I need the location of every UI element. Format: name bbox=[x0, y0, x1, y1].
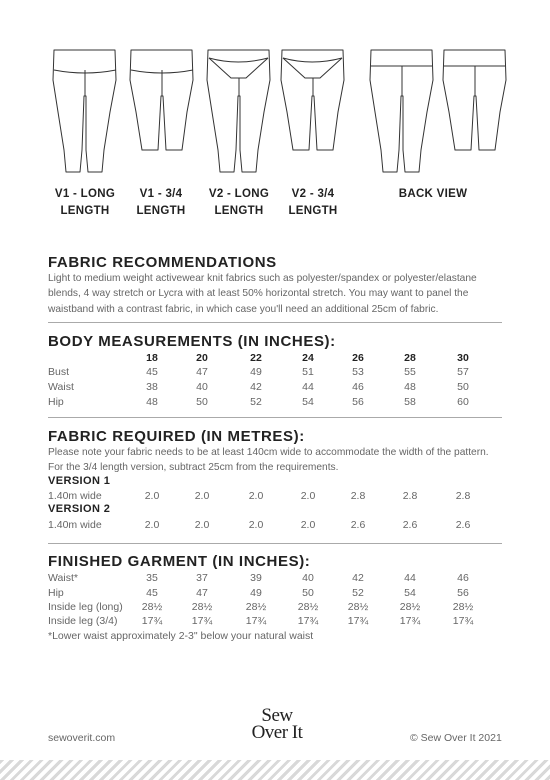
garment-cell: 54 bbox=[404, 587, 416, 599]
label-line: LENGTH bbox=[60, 205, 110, 217]
size-22-header: 22 bbox=[250, 352, 262, 364]
row-label: Bust bbox=[48, 366, 70, 378]
website-link[interactable]: sewoverit.com bbox=[48, 732, 116, 744]
label-line: V1 - 3/4 bbox=[139, 188, 183, 200]
finished-garment-title: FINISHED GARMENT (IN INCHES): bbox=[48, 553, 311, 570]
divider bbox=[48, 322, 502, 323]
version-1-title: VERSION 1 bbox=[48, 475, 111, 487]
row-label: Waist* bbox=[48, 572, 78, 584]
body-measurements-title: BODY MEASUREMENTS (IN INCHES): bbox=[48, 333, 336, 350]
fabric-amount-cell: 2.6 bbox=[402, 519, 418, 531]
waist-footnote: *Lower waist approximately 2-3" below your natural waist bbox=[48, 630, 314, 642]
v1-three-quarter-legging-drawing bbox=[130, 50, 193, 150]
fabric-recommendations-title: FABRIC RECOMMENDATIONS bbox=[48, 254, 277, 271]
version-2-title: VERSION 2 bbox=[48, 503, 111, 515]
garment-cell: 28½ bbox=[297, 601, 319, 613]
measurement-cell: 56 bbox=[352, 396, 364, 408]
v2-long-label bbox=[203, 186, 275, 220]
garment-cell: 46 bbox=[457, 572, 469, 584]
measurement-cell: 51 bbox=[302, 366, 314, 378]
fabric-amount-cell: 2.0 bbox=[300, 490, 316, 502]
fabric-required-text: Please note your fabric needs to be at least 140cm wide to accommodate the width of the pattern. For the 3/4 length version, subtract 25cm from the requirements. bbox=[48, 447, 489, 474]
measurement-cell: 50 bbox=[196, 396, 208, 408]
fabric-amount-cell: 2.8 bbox=[455, 490, 471, 502]
decorative-stripe-band bbox=[0, 760, 550, 780]
fabric-amount-cell: 2.0 bbox=[144, 519, 160, 531]
fabric-amount-cell: 2.0 bbox=[194, 490, 210, 502]
fabric-amount-cell: 2.0 bbox=[248, 519, 264, 531]
garment-cell: 39 bbox=[250, 572, 262, 584]
measurement-cell: 54 bbox=[302, 396, 314, 408]
divider bbox=[48, 543, 502, 544]
measurement-cell: 52 bbox=[250, 396, 262, 408]
size-26-header: 26 bbox=[352, 352, 364, 364]
size-28-header: 28 bbox=[404, 352, 416, 364]
measurement-cell: 45 bbox=[146, 366, 158, 378]
label-line: V2 - 3/4 bbox=[291, 188, 335, 200]
fabric-amount-cell: 2.8 bbox=[350, 490, 366, 502]
measurement-cell: 50 bbox=[457, 381, 469, 393]
row-label: Inside leg (long) bbox=[48, 601, 123, 613]
measurement-cell: 58 bbox=[404, 396, 416, 408]
row-label: Inside leg (3/4) bbox=[48, 615, 118, 627]
garment-cell: 17¾ bbox=[141, 615, 163, 627]
garment-cell: 49 bbox=[250, 587, 262, 599]
back-view-three-quarter-drawing bbox=[443, 50, 506, 150]
garment-cell: 17¾ bbox=[245, 615, 267, 627]
measurement-cell: 42 bbox=[250, 381, 262, 393]
width-label: 1.40m wide bbox=[48, 519, 102, 531]
row-label: Waist bbox=[48, 381, 74, 393]
measurement-cell: 46 bbox=[352, 381, 364, 393]
garment-cell: 28½ bbox=[399, 601, 421, 613]
row-label: Hip bbox=[48, 396, 64, 408]
garment-cell: 47 bbox=[196, 587, 208, 599]
garment-cell: 42 bbox=[352, 572, 364, 584]
garment-cell: 56 bbox=[457, 587, 469, 599]
garment-cell: 28½ bbox=[245, 601, 267, 613]
label-line: V2 - LONG bbox=[208, 188, 270, 200]
garment-cell: 17¾ bbox=[191, 615, 213, 627]
fabric-amount-cell: 2.6 bbox=[455, 519, 471, 531]
garment-cell: 37 bbox=[196, 572, 208, 584]
garment-cell: 17¾ bbox=[297, 615, 319, 627]
fabric-amount-cell: 2.8 bbox=[402, 490, 418, 502]
fabric-required-title: FABRIC REQUIRED (IN METRES): bbox=[48, 428, 305, 445]
logo-line: Sew bbox=[261, 705, 293, 726]
garment-cell: 17¾ bbox=[399, 615, 421, 627]
label-line: LENGTH bbox=[288, 205, 338, 217]
size-18-header: 18 bbox=[146, 352, 158, 364]
measurement-cell: 48 bbox=[404, 381, 416, 393]
measurement-cell: 53 bbox=[352, 366, 364, 378]
measurement-cell: 40 bbox=[196, 381, 208, 393]
fabric-amount-cell: 2.0 bbox=[144, 490, 160, 502]
v1-long-legging-drawing bbox=[53, 50, 116, 172]
fabric-amount-cell: 2.0 bbox=[194, 519, 210, 531]
v2-three-quarter-label bbox=[277, 186, 349, 220]
garment-cell: 28½ bbox=[191, 601, 213, 613]
v1-long-label bbox=[50, 186, 120, 220]
garment-illustrations bbox=[0, 0, 550, 180]
measurement-cell: 49 bbox=[250, 366, 262, 378]
v2-three-quarter-legging-drawing bbox=[281, 50, 344, 150]
back-view-long-drawing bbox=[370, 50, 433, 172]
back-view-label bbox=[388, 186, 478, 203]
measurement-cell: 55 bbox=[404, 366, 416, 378]
garment-cell: 52 bbox=[352, 587, 364, 599]
garment-cell: 17¾ bbox=[347, 615, 369, 627]
garment-cell: 45 bbox=[146, 587, 158, 599]
row-label: Hip bbox=[48, 587, 64, 599]
copyright-text: © Sew Over It 2021 bbox=[410, 732, 502, 744]
sew-over-it-logo bbox=[232, 707, 322, 741]
logo-line: Over It bbox=[251, 722, 303, 743]
garment-cell: 35 bbox=[146, 572, 158, 584]
garment-cell: 28½ bbox=[347, 601, 369, 613]
fabric-amount-cell: 2.6 bbox=[350, 519, 366, 531]
divider bbox=[48, 417, 502, 418]
fabric-amount-cell: 2.0 bbox=[248, 490, 264, 502]
measurement-cell: 57 bbox=[457, 366, 469, 378]
garment-cell: 44 bbox=[404, 572, 416, 584]
label-line: LENGTH bbox=[214, 205, 264, 217]
label-line: LENGTH bbox=[136, 205, 186, 217]
measurement-cell: 47 bbox=[196, 366, 208, 378]
v2-long-legging-drawing bbox=[207, 50, 270, 172]
fabric-recommendations-text: Light to medium weight activewear knit fabrics such as polyester/spandex or polyester/elastane blends, 4 way stretch or Lycra with at least 50% horizontal stretch. You may want to panel the waistband with a contrast fabric, in which case you'll need an additional 25cm of fabric. bbox=[48, 273, 477, 315]
size-24-header: 24 bbox=[302, 352, 314, 364]
label-line: V1 - LONG bbox=[54, 188, 116, 200]
size-30-header: 30 bbox=[457, 352, 469, 364]
garment-cell: 50 bbox=[302, 587, 314, 599]
v1-three-quarter-label bbox=[125, 186, 197, 220]
measurement-cell: 44 bbox=[302, 381, 314, 393]
size-20-header: 20 bbox=[196, 352, 208, 364]
garment-cell: 40 bbox=[302, 572, 314, 584]
garment-cell: 17¾ bbox=[452, 615, 474, 627]
width-label: 1.40m wide bbox=[48, 490, 102, 502]
measurement-cell: 48 bbox=[146, 396, 158, 408]
label-line: BACK VIEW bbox=[398, 188, 468, 200]
measurement-cell: 60 bbox=[457, 396, 469, 408]
measurement-cell: 38 bbox=[146, 381, 158, 393]
garment-cell: 28½ bbox=[452, 601, 474, 613]
garment-cell: 28½ bbox=[141, 601, 163, 613]
fabric-amount-cell: 2.0 bbox=[300, 519, 316, 531]
